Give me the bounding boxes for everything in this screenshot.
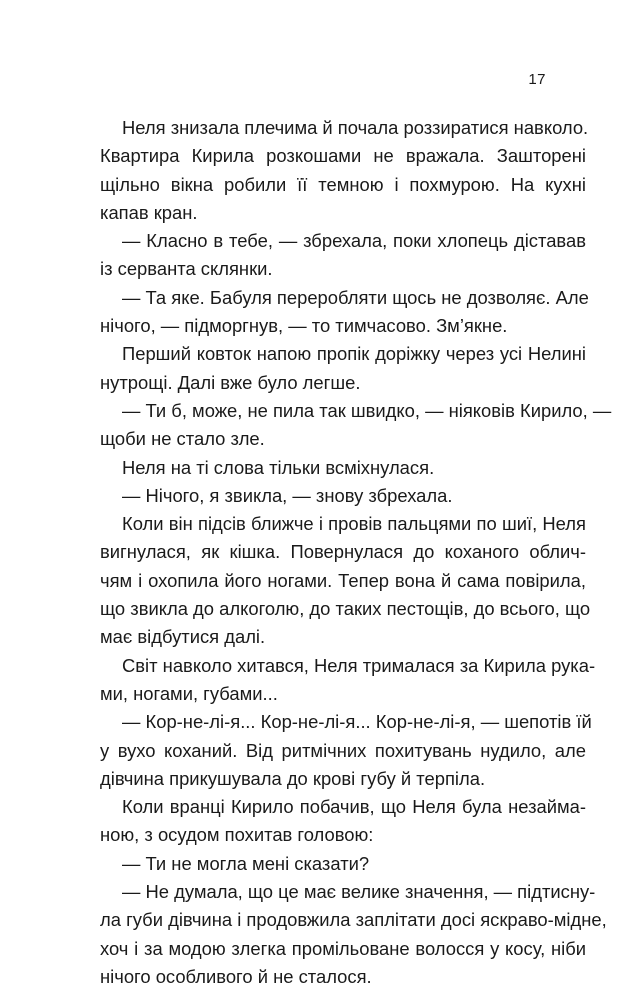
text-line: — Нічого, я звикла, — знову збрехала. (122, 484, 453, 506)
text-line: капав кран. (100, 201, 198, 223)
text-line: із серванта склянки. (100, 258, 273, 280)
text-line: має відбутися далі. (100, 626, 266, 648)
text-line: нічого, — підморгнув, — то тимчасово. Зм’якне. (100, 315, 508, 337)
paragraph (100, 510, 591, 651)
text-line: що звикла до алкоголю, до таких пестощів, до всього, що (100, 598, 591, 620)
text-line: Квартира Кирила розкошами не вражала. Зашторені (100, 145, 586, 167)
text-line: — Класно в тебе, — збрехала, поки хлопець діставав (122, 230, 586, 252)
text-line: Коли він підсів ближче і провів пальцями по шиї, Неля (122, 513, 586, 535)
paragraph (100, 878, 607, 991)
paragraph (100, 708, 592, 793)
paragraph (100, 850, 586, 878)
paragraph (100, 227, 586, 284)
text-line: у вухо коханий. Від ритмічних похитувань нудило, але (100, 739, 586, 761)
text-line: — Не думала, що це має велике значення, — підтисну- (122, 881, 596, 903)
paragraph (100, 284, 589, 341)
text-line: дівчина прикушувала до крові губу й терпіла. (100, 767, 486, 789)
text-line: Перший ковток напою пропік доріжку через усі Нелині (122, 343, 586, 365)
paragraph (100, 397, 612, 454)
paragraph (100, 793, 586, 850)
text-line: нутрощі. Далі вже було легше. (100, 371, 361, 393)
paragraph (100, 652, 596, 709)
text-line: ла губи дівчина і продовжила заплітати досі яскраво-мідне, (100, 909, 607, 931)
text-line: — Та яке. Бабуля переробляти щось не дозволяє. Але (122, 286, 589, 308)
text-line: чям і охопила його ногами. Тепер вона й сама повірила, (100, 569, 586, 591)
page-number: 17 (528, 71, 546, 88)
text-line: — Ти б, може, не пила так швидко, — ніяковів Кирило, — (122, 399, 612, 421)
paragraph (100, 114, 589, 227)
text-line: ми, ногами, губами... (100, 682, 278, 704)
text-line: вигнулася, як кішка. Повернулася до коханого облич- (100, 541, 586, 563)
text-line: щільно вікна робили її темною і похмурою. На кухні (100, 173, 586, 195)
text-line: ною, з осудом похитав головою: (100, 824, 374, 846)
text-line: Коли вранці Кирило побачив, що Неля була незайма- (122, 796, 586, 818)
text-line: Неля на ті слова тільки всміхнулася. (122, 456, 435, 478)
text-line: нічого особливого й не сталося. (100, 965, 372, 987)
text-line: — Ти не могла мені сказати? (122, 852, 370, 874)
text-line: Світ навколо хитався, Неля трималася за Кирила рука- (122, 654, 596, 676)
text-line: Неля знизала плечима й почала роззиратися навколо. (122, 117, 589, 138)
paragraph (100, 482, 586, 510)
paragraph (100, 454, 586, 482)
text-line: — Кор-не-лі-я... Кор-не-лі-я... Кор-не-лі-я, — шепотів їй (122, 711, 592, 733)
text-line: щоби не стало зле. (100, 428, 265, 450)
paragraph (100, 340, 586, 397)
body-text (100, 114, 612, 991)
text-line: хоч і за модою злегка промільоване волосся у косу, ніби (100, 937, 586, 959)
